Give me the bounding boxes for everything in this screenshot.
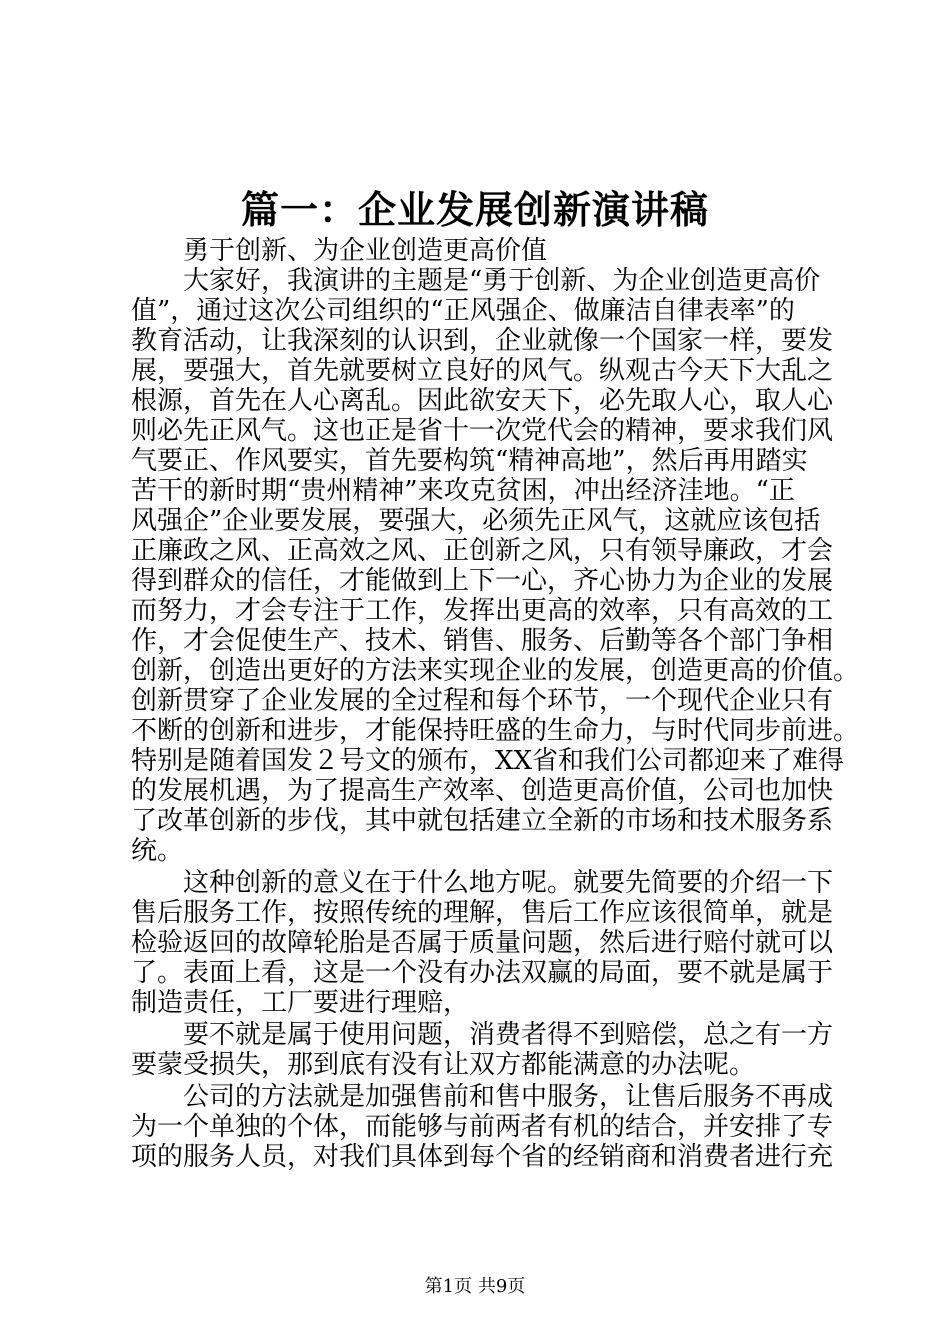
text-line: 这种创新的意义在于什么地方呢。就要先简要的介绍一下 — [183, 868, 834, 898]
text-line: 则必先正风气。这也正是省十一次党代会的精神，要求我们风 — [131, 416, 834, 446]
text-line: 项的服务人员，对我们具体到每个省的经销商和消费者进行充 — [131, 1142, 834, 1172]
text-line: 气要正、作风要实，首先要构筑“精神高地”，然后再用踏实 — [131, 446, 808, 476]
text-line: 了改革创新的步伐，其中就包括建立全新的市场和技术服务系 — [131, 806, 834, 836]
text-line: 展，要强大，首先就要树立良好的风气。纵观古今天下大乱之 — [131, 356, 834, 386]
paragraph — [131, 868, 851, 1018]
text-line: 特别是随着国发２号文的颁布，XX省和我们公司都迎来了难得 — [131, 746, 845, 776]
text-line: 了。表面上看，这是一个没有办法双赢的局面，要不就是属于 — [131, 958, 834, 988]
text-line: 的发展机遇，为了提高生产效率、创造更高价值，公司也加快 — [131, 776, 834, 806]
page-title: 篇一：企业发展创新演讲稿 — [240, 187, 709, 232]
text-line: 为一个单独的个体，而能够与前两者有机的结合，并安排了专 — [131, 1112, 834, 1142]
text-line: 而努力，才会专注于工作，发挥出更高的效率，只有高效的工 — [131, 596, 834, 626]
text-line: 根源，首先在人心离乱。因此欲安天下，必先取人心，取人心 — [131, 386, 834, 416]
page-footer: 第1页 共9页 — [424, 1276, 526, 1297]
text-line: 售后服务工作，按照传统的理解，售后工作应该很简单，就是 — [131, 898, 834, 928]
text-line: 制造责任，工厂要进行理赔， — [131, 988, 470, 1018]
text-line: 大家好，我演讲的主题是“勇于创新、为企业创造更高价 — [183, 266, 821, 296]
paragraph — [131, 266, 860, 866]
text-line: 要蒙受损失，那到底有没有让双方都能满意的办法呢。 — [131, 1050, 756, 1080]
text-line: 创新，创造出更好的方法来实现企业的发展，创造更高的价值。 — [131, 656, 860, 686]
paragraph — [131, 1020, 851, 1080]
paragraph — [131, 236, 851, 266]
text-line: 得到群众的信任，才能做到上下一心，齐心协力为企业的发展 — [131, 566, 834, 596]
document-body — [131, 236, 860, 1172]
text-line: 要不就是属于使用问题，消费者得不到赔偿，总之有一方 — [183, 1020, 834, 1050]
text-line: 作，才会促使生产、技术、销售、服务、后勤等各个部门争相 — [131, 626, 834, 656]
text-line: 勇于创新、为企业创造更高价值 — [183, 236, 548, 266]
text-line: 公司的方法就是加强售前和售中服务，让售后服务不再成 — [183, 1082, 834, 1112]
text-line: 统。 — [131, 836, 184, 866]
text-line: 检验返回的故障轮胎是否属于质量问题，然后进行赔付就可以 — [131, 928, 834, 958]
text-line: 苦干的新时期“贵州精神”来攻克贫困，冲出经济洼地。“正 — [131, 476, 795, 506]
text-line: 创新贯穿了企业发展的全过程和每个环节，一个现代企业只有 — [131, 686, 834, 716]
text-line: 值”，通过这次公司组织的“正风强企、做廉洁自律表率”的 — [131, 296, 795, 326]
text-line: 风强企”企业要发展，要强大，必须先正风气，这就应该包括 — [131, 506, 821, 536]
paragraph — [131, 1082, 851, 1172]
text-line: 教育活动，让我深刻的认识到，企业就像一个国家一样，要发 — [131, 326, 834, 356]
text-line: 不断的创新和进步，才能保持旺盛的生命力，与时代同步前进。 — [131, 716, 860, 746]
text-line: 正廉政之风、正高效之风、正创新之风，只有领导廉政，才会 — [131, 536, 834, 566]
